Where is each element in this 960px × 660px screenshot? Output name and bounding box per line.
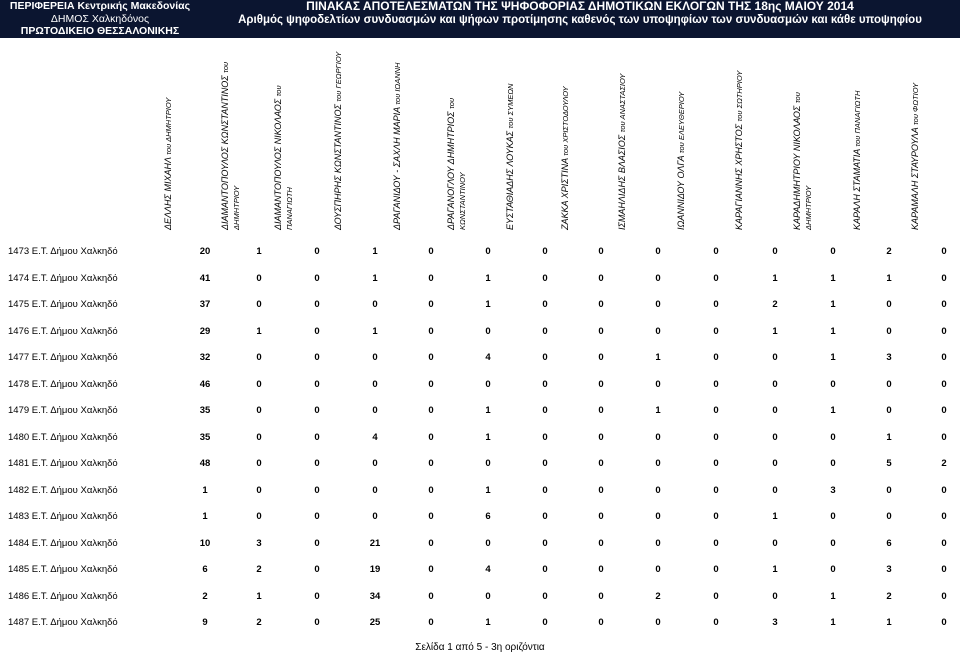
- polling-station-label: 1482 Ε.Τ. Δήμου Χαλκηδό: [8, 484, 118, 496]
- vote-cell: 0: [830, 431, 836, 443]
- vote-cell: 0: [428, 299, 434, 310]
- vote-cell: 0: [598, 590, 604, 602]
- vote-cell: 0: [598, 246, 604, 257]
- vote-cell: 0: [598, 484, 604, 496]
- candidate-name: ΚΑΡΑΛΗ ΣΤΑΜΑΤΙΑ: [852, 149, 862, 230]
- table-row: [0, 379, 960, 395]
- vote-cell: 0: [256, 431, 262, 443]
- vote-cell: 0: [598, 537, 604, 549]
- candidate-name: ΔΙΑΜΑΝΤΟΠΟΥΛΟΣ ΝΙΚΟΛΑΟΣ: [273, 98, 283, 230]
- vote-cell: 0: [713, 590, 719, 602]
- polling-station-label: 1481 Ε.Τ. Δήμου Χαλκηδό: [8, 458, 118, 469]
- candidate-name: ΚΑΡΑΓΙΑΝΝΗΣ ΧΡΗΣΤΟΣ: [734, 123, 744, 230]
- total-votes-cell: 48: [199, 458, 211, 469]
- vote-cell: 0: [941, 431, 947, 443]
- candidate-name: ΙΩΑΝΝΙΔΟΥ ΟΛΓΑ: [676, 155, 686, 230]
- vote-cell: 0: [314, 564, 320, 575]
- vote-cell: 0: [314, 299, 320, 310]
- vote-cell: 0: [830, 458, 836, 469]
- vote-cell: 1: [830, 299, 836, 310]
- candidate-header: [505, 48, 523, 230]
- vote-cell: 0: [542, 325, 548, 337]
- vote-cell: 25: [369, 617, 381, 628]
- vote-cell: 0: [256, 511, 262, 522]
- polling-station-label: 1487 Ε.Τ. Δήμου Χαλκηδό: [8, 617, 118, 628]
- vote-cell: 0: [830, 511, 836, 522]
- vote-cell: 0: [314, 484, 320, 496]
- vote-cell: 0: [542, 564, 548, 575]
- vote-cell: 0: [256, 405, 262, 416]
- candidate-name: ΚΑΡΑΜΑΛΗ ΣΤΑΥΡΟΥΛΑ: [910, 127, 920, 230]
- vote-cell: 1: [485, 431, 491, 443]
- total-votes-cell: 1: [202, 484, 208, 496]
- table-row: [0, 564, 960, 580]
- vote-cell: 0: [655, 458, 661, 469]
- vote-cell: 0: [542, 590, 548, 602]
- vote-cell: 0: [772, 246, 778, 257]
- vote-cell: 0: [941, 405, 947, 416]
- vote-cell: 3: [772, 617, 778, 628]
- vote-cell: 0: [542, 405, 548, 416]
- total-votes-cell: 37: [199, 299, 211, 310]
- candidate-name: ΖΑΚΚΑ ΧΡΙΣΤΙΝΑ: [560, 158, 570, 230]
- vote-cell: 0: [713, 431, 719, 443]
- candidate-patronymic: του ΧΡΙΣΤΟΔΟΥΛΟΥ: [561, 86, 570, 156]
- candidate-patronymic: του ΣΩΤΗΡΙΟΥ: [735, 70, 744, 122]
- vote-cell: 0: [772, 431, 778, 443]
- vote-cell: 2: [886, 246, 892, 257]
- vote-cell: 0: [542, 537, 548, 549]
- vote-cell: 0: [314, 458, 320, 469]
- vote-cell: 0: [655, 484, 661, 496]
- vote-cell: 0: [655, 431, 661, 443]
- polling-station-label: 1486 Ε.Τ. Δήμου Χαλκηδό: [8, 590, 118, 602]
- table-row: [0, 617, 960, 633]
- table-row: [0, 511, 960, 527]
- vote-cell: 0: [428, 617, 434, 628]
- vote-cell: 2: [655, 590, 661, 602]
- vote-cell: 0: [428, 590, 434, 602]
- vote-cell: 0: [772, 590, 778, 602]
- vote-cell: 1: [485, 617, 491, 628]
- polling-station-label: 1478 Ε.Τ. Δήμου Χαλκηδό: [8, 378, 118, 390]
- candidate-header: [446, 48, 467, 230]
- vote-cell: 0: [485, 537, 491, 549]
- polling-station-label: 1483 Ε.Τ. Δήμου Χαλκηδό: [8, 511, 118, 522]
- candidate-patronymic: του ΙΩΑΝΝΗ: [393, 62, 402, 105]
- vote-cell: 3: [886, 564, 892, 575]
- vote-cell: 1: [772, 272, 778, 284]
- vote-cell: 0: [941, 299, 947, 310]
- vote-cell: 0: [886, 299, 892, 310]
- table-row: [0, 405, 960, 421]
- polling-station-label: 1476 Ε.Τ. Δήμου Χαλκηδό: [8, 325, 118, 337]
- candidate-header: [273, 48, 294, 230]
- vote-cell: 0: [485, 458, 491, 469]
- candidate-name: ΔΕΛΛΗΣ ΜΙΧΑΗΛ: [163, 157, 173, 230]
- table-row: [0, 352, 960, 368]
- candidate-patronymic: του ΑΝΑΣΤΑΣΙΟΥ: [618, 73, 627, 133]
- candidate-name: ΙΣΜΑΗΛΙΔΗΣ ΒΛΑΣΙΟΣ: [617, 134, 627, 230]
- vote-cell: 0: [713, 458, 719, 469]
- vote-cell: 0: [372, 378, 378, 390]
- vote-cell: 0: [941, 511, 947, 522]
- vote-cell: 0: [314, 537, 320, 549]
- vote-cell: 0: [256, 352, 262, 363]
- candidate-patronymic: του ΣΥΜΕΩΝ: [506, 83, 515, 129]
- vote-cell: 1: [830, 617, 836, 628]
- vote-cell: 0: [941, 272, 947, 284]
- vote-cell: 0: [713, 564, 719, 575]
- vote-cell: 0: [542, 378, 548, 390]
- vote-cell: 0: [598, 272, 604, 284]
- candidate-header: [220, 48, 241, 230]
- total-votes-cell: 35: [199, 431, 211, 443]
- vote-cell: 1: [256, 246, 262, 257]
- table-row: [0, 458, 960, 474]
- vote-cell: 0: [713, 537, 719, 549]
- vote-cell: 0: [655, 299, 661, 310]
- candidate-header: [617, 48, 635, 230]
- vote-cell: 0: [485, 590, 491, 602]
- report-title: ΠΙΝΑΚΑΣ ΑΠΟΤΕΛΕΣΜΑΤΩΝ ΤΗΣ ΨΗΦΟΦΟΡΙΑΣ ΔΗΜΟΤΙΚΩΝ ΕΚΛΟΓΩΝ ΤΗΣ 18ης ΜΑΙΟΥ 2014: [306, 0, 854, 13]
- candidate-header: [392, 48, 410, 230]
- vote-cell: 0: [598, 299, 604, 310]
- vote-cell: 0: [314, 272, 320, 284]
- polling-station-label: 1473 Ε.Τ. Δήμου Χαλκηδό: [8, 246, 118, 257]
- vote-cell: 0: [256, 299, 262, 310]
- vote-cell: 0: [372, 299, 378, 310]
- vote-cell: 0: [314, 405, 320, 416]
- vote-cell: 3: [256, 537, 262, 549]
- vote-cell: 0: [772, 352, 778, 363]
- vote-cell: 0: [655, 272, 661, 284]
- vote-cell: 21: [369, 537, 381, 549]
- total-votes-cell: 9: [202, 617, 208, 628]
- vote-cell: 0: [830, 246, 836, 257]
- total-votes-cell: 46: [199, 378, 211, 390]
- vote-cell: 0: [428, 325, 434, 337]
- vote-cell: 0: [655, 378, 661, 390]
- report-header: [0, 0, 960, 38]
- candidate-name: ΔΙΑΜΑΝΤΟΠΟΥΛΟΣ ΚΩΝΣΤΑΝΤΙΝΟΣ: [220, 75, 230, 230]
- vote-cell: 0: [314, 617, 320, 628]
- polling-station-label: 1475 Ε.Τ. Δήμου Χαλκηδό: [8, 299, 118, 310]
- vote-cell: 0: [886, 378, 892, 390]
- vote-cell: 0: [830, 537, 836, 549]
- vote-cell: 0: [314, 325, 320, 337]
- candidate-header: [560, 48, 578, 230]
- vote-cell: 0: [256, 484, 262, 496]
- vote-cell: 0: [314, 590, 320, 602]
- vote-cell: 0: [941, 590, 947, 602]
- vote-cell: 1: [372, 272, 378, 284]
- vote-cell: 0: [713, 378, 719, 390]
- polling-station-label: 1477 Ε.Τ. Δήμου Χαλκηδό: [8, 352, 118, 363]
- vote-cell: 19: [369, 564, 381, 575]
- candidate-name: ΕΥΣΤΑΘΙΑΔΗΣ ΛΟΥΚΑΣ: [505, 131, 515, 230]
- vote-cell: 0: [314, 352, 320, 363]
- page-footer: Σελίδα 1 από 5 - 3η οριζόντια: [415, 642, 545, 653]
- total-votes-cell: 35: [199, 405, 211, 416]
- polling-station-label: 1484 Ε.Τ. Δήμου Χαλκηδό: [8, 537, 118, 549]
- total-votes-cell: 32: [199, 352, 211, 363]
- vote-cell: 1: [256, 590, 262, 602]
- vote-cell: 6: [886, 537, 892, 549]
- vote-cell: 0: [314, 246, 320, 257]
- vote-cell: 1: [830, 590, 836, 602]
- candidate-patronymic: του ΦΩΤΙΟΥ: [911, 82, 920, 126]
- vote-cell: 0: [713, 484, 719, 496]
- vote-cell: 1: [830, 352, 836, 363]
- vote-cell: 0: [314, 511, 320, 522]
- table-row: [0, 538, 960, 554]
- vote-cell: 0: [941, 378, 947, 390]
- vote-cell: 0: [256, 272, 262, 284]
- candidate-patronymic: του ΔΗΜΗΤΡΙΟΥ: [221, 61, 241, 230]
- vote-cell: 0: [713, 405, 719, 416]
- vote-cell: 0: [655, 325, 661, 337]
- vote-cell: 0: [655, 537, 661, 549]
- vote-cell: 0: [542, 617, 548, 628]
- vote-cell: 0: [428, 484, 434, 496]
- table-row: [0, 591, 960, 607]
- vote-cell: 0: [372, 352, 378, 363]
- table-row: [0, 273, 960, 289]
- vote-cell: 0: [886, 325, 892, 337]
- vote-cell: 0: [542, 458, 548, 469]
- vote-cell: 2: [886, 590, 892, 602]
- vote-cell: 0: [428, 458, 434, 469]
- vote-cell: 0: [314, 431, 320, 443]
- vote-cell: 1: [886, 272, 892, 284]
- vote-cell: 0: [941, 537, 947, 549]
- table-row: [0, 299, 960, 315]
- polling-station-label: 1485 Ε.Τ. Δήμου Χαλκηδό: [8, 564, 118, 575]
- vote-cell: 0: [428, 564, 434, 575]
- header-authority: [0, 0, 200, 38]
- vote-cell: 0: [428, 246, 434, 257]
- vote-cell: 0: [713, 299, 719, 310]
- candidate-patronymic: του ΚΩΝΣΤΑΝΤΙΝΟΥ: [447, 97, 467, 230]
- vote-cell: 1: [830, 405, 836, 416]
- header-title: [200, 0, 960, 27]
- candidate-header: [852, 48, 870, 230]
- candidate-name: ΔΟΥΣΠΗΡΗΣ ΚΩΝΣΤΑΝΤΙΝΟΣ: [333, 104, 343, 230]
- vote-cell: 0: [372, 511, 378, 522]
- vote-cell: 0: [598, 352, 604, 363]
- vote-cell: 0: [772, 458, 778, 469]
- vote-cell: 0: [372, 458, 378, 469]
- vote-cell: 1: [485, 272, 491, 284]
- total-votes-cell: 1: [202, 511, 208, 522]
- candidate-name: ΔΡΑΓΑΝΙΔΟΥ - ΣΑΧΛΗ ΜΑΡΙΑ: [392, 107, 402, 230]
- vote-cell: 2: [772, 299, 778, 310]
- vote-cell: 0: [428, 272, 434, 284]
- vote-cell: 0: [372, 405, 378, 416]
- vote-cell: 0: [314, 378, 320, 390]
- vote-cell: 1: [830, 272, 836, 284]
- vote-cell: 6: [485, 511, 491, 522]
- vote-cell: 5: [886, 458, 892, 469]
- vote-cell: 1: [485, 405, 491, 416]
- vote-cell: 34: [369, 590, 381, 602]
- candidate-patronymic: του ΔΗΜΗΤΡΙΟΥ: [793, 92, 813, 230]
- vote-cell: 0: [485, 246, 491, 257]
- candidate-patronymic: του ΕΛΕΥΘΕΡΙΟΥ: [677, 91, 686, 154]
- vote-cell: 0: [772, 378, 778, 390]
- vote-cell: 1: [372, 246, 378, 257]
- vote-cell: 0: [598, 458, 604, 469]
- vote-cell: 2: [941, 458, 947, 469]
- candidate-header: [792, 48, 813, 230]
- vote-cell: 0: [485, 378, 491, 390]
- candidate-header: [676, 48, 694, 230]
- vote-cell: 1: [772, 325, 778, 337]
- vote-cell: 3: [886, 352, 892, 363]
- polling-station-label: 1479 Ε.Τ. Δήμου Χαλκηδό: [8, 405, 118, 416]
- candidate-header: [910, 48, 928, 230]
- vote-cell: 0: [830, 378, 836, 390]
- total-votes-cell: 2: [202, 590, 208, 602]
- polling-station-label: 1480 Ε.Τ. Δήμου Χαλκηδό: [8, 431, 118, 443]
- vote-cell: 4: [485, 352, 491, 363]
- candidate-name: ΚΑΡΑΔΗΜΗΤΡΙΟΥ ΝΙΚΟΛΑΟΣ: [792, 105, 802, 230]
- region-label: ΠΕΡΙΦΕΡΕΙΑ Κεντρικής Μακεδονίας: [9, 0, 191, 12]
- table-row: [0, 326, 960, 342]
- vote-cell: 0: [655, 511, 661, 522]
- vote-cell: 1: [886, 431, 892, 443]
- vote-cell: 0: [598, 378, 604, 390]
- candidate-name: ΔΡΑΓΑΝΟΓΛΟΥ ΔΗΜΗΤΡΙΟΣ: [446, 111, 456, 230]
- vote-cell: 4: [485, 564, 491, 575]
- candidate-header: [734, 48, 752, 230]
- table-row: [0, 432, 960, 448]
- vote-cell: 0: [941, 246, 947, 257]
- polling-station-label: 1474 Ε.Τ. Δήμου Χαλκηδό: [8, 272, 118, 284]
- vote-cell: 0: [598, 617, 604, 628]
- vote-cell: 0: [256, 458, 262, 469]
- vote-cell: 0: [713, 325, 719, 337]
- candidate-header: [333, 48, 351, 230]
- vote-cell: 0: [830, 564, 836, 575]
- candidate-header: [163, 48, 181, 230]
- municipality-label: ΔΗΜΟΣ Χαλκηδόνος: [50, 12, 150, 25]
- vote-cell: 0: [598, 325, 604, 337]
- vote-cell: 1: [830, 325, 836, 337]
- vote-cell: 2: [256, 617, 262, 628]
- vote-cell: 0: [941, 325, 947, 337]
- vote-cell: 0: [886, 484, 892, 496]
- vote-cell: 0: [655, 246, 661, 257]
- total-votes-cell: 41: [199, 272, 211, 284]
- report-subtitle: Αριθμός ψηφοδελτίων συνδυασμών και ψήφων προτίμησης καθενός των υποψηφίων των συνδυασμών και κάθε υποψηφίου: [238, 13, 922, 26]
- vote-cell: 0: [542, 431, 548, 443]
- vote-cell: 0: [542, 246, 548, 257]
- vote-cell: 0: [941, 617, 947, 628]
- table-row: [0, 485, 960, 501]
- vote-cell: 0: [428, 405, 434, 416]
- vote-cell: 0: [428, 537, 434, 549]
- vote-cell: 0: [542, 352, 548, 363]
- vote-cell: 1: [372, 325, 378, 337]
- vote-cell: 0: [256, 378, 262, 390]
- vote-cell: 0: [598, 405, 604, 416]
- vote-cell: 1: [655, 352, 661, 363]
- vote-cell: 0: [372, 484, 378, 496]
- vote-cell: 4: [372, 431, 378, 443]
- vote-cell: 0: [428, 352, 434, 363]
- vote-cell: 2: [256, 564, 262, 575]
- vote-cell: 0: [772, 405, 778, 416]
- total-votes-cell: 10: [199, 537, 211, 549]
- vote-cell: 0: [428, 378, 434, 390]
- vote-cell: 0: [598, 431, 604, 443]
- vote-cell: 0: [598, 564, 604, 575]
- vote-cell: 0: [713, 617, 719, 628]
- vote-cell: 1: [485, 299, 491, 310]
- vote-cell: 0: [598, 511, 604, 522]
- vote-cell: 0: [713, 511, 719, 522]
- vote-cell: 0: [772, 537, 778, 549]
- vote-cell: 1: [772, 511, 778, 522]
- vote-cell: 0: [542, 511, 548, 522]
- vote-cell: 0: [886, 405, 892, 416]
- vote-cell: 0: [713, 272, 719, 284]
- vote-cell: 0: [542, 272, 548, 284]
- vote-cell: 0: [542, 299, 548, 310]
- vote-cell: 0: [941, 564, 947, 575]
- total-votes-cell: 20: [199, 246, 211, 257]
- vote-cell: 3: [830, 484, 836, 496]
- candidate-patronymic: του ΓΕΩΡΓΙΟΥ: [334, 51, 343, 102]
- total-votes-cell: 29: [199, 325, 211, 337]
- vote-cell: 1: [485, 484, 491, 496]
- vote-cell: 0: [655, 564, 661, 575]
- vote-cell: 0: [485, 325, 491, 337]
- candidate-patronymic: του ΠΑΝΑΓΙΩΤΗ: [274, 85, 294, 230]
- table-row: [0, 246, 960, 262]
- vote-cell: 0: [428, 431, 434, 443]
- vote-cell: 0: [941, 484, 947, 496]
- total-votes-cell: 6: [202, 564, 208, 575]
- court-label: ΠΡΩΤΟΔΙΚΕΙΟ ΘΕΣΣΑΛΟΝΙΚΗΣ: [20, 25, 180, 37]
- vote-cell: 0: [428, 511, 434, 522]
- vote-cell: 0: [713, 246, 719, 257]
- vote-cell: 0: [713, 352, 719, 363]
- vote-cell: 1: [772, 564, 778, 575]
- candidate-patronymic: του ΔΗΜΗΤΡΙΟΥ: [164, 97, 173, 155]
- vote-cell: 1: [886, 617, 892, 628]
- vote-cell: 0: [941, 352, 947, 363]
- candidate-patronymic: του ΠΑΝΑΓΙΩΤΗ: [853, 90, 862, 147]
- vote-cell: 0: [772, 484, 778, 496]
- vote-cell: 0: [655, 617, 661, 628]
- vote-cell: 1: [655, 405, 661, 416]
- vote-cell: 1: [256, 325, 262, 337]
- vote-cell: 0: [886, 511, 892, 522]
- vote-cell: 0: [542, 484, 548, 496]
